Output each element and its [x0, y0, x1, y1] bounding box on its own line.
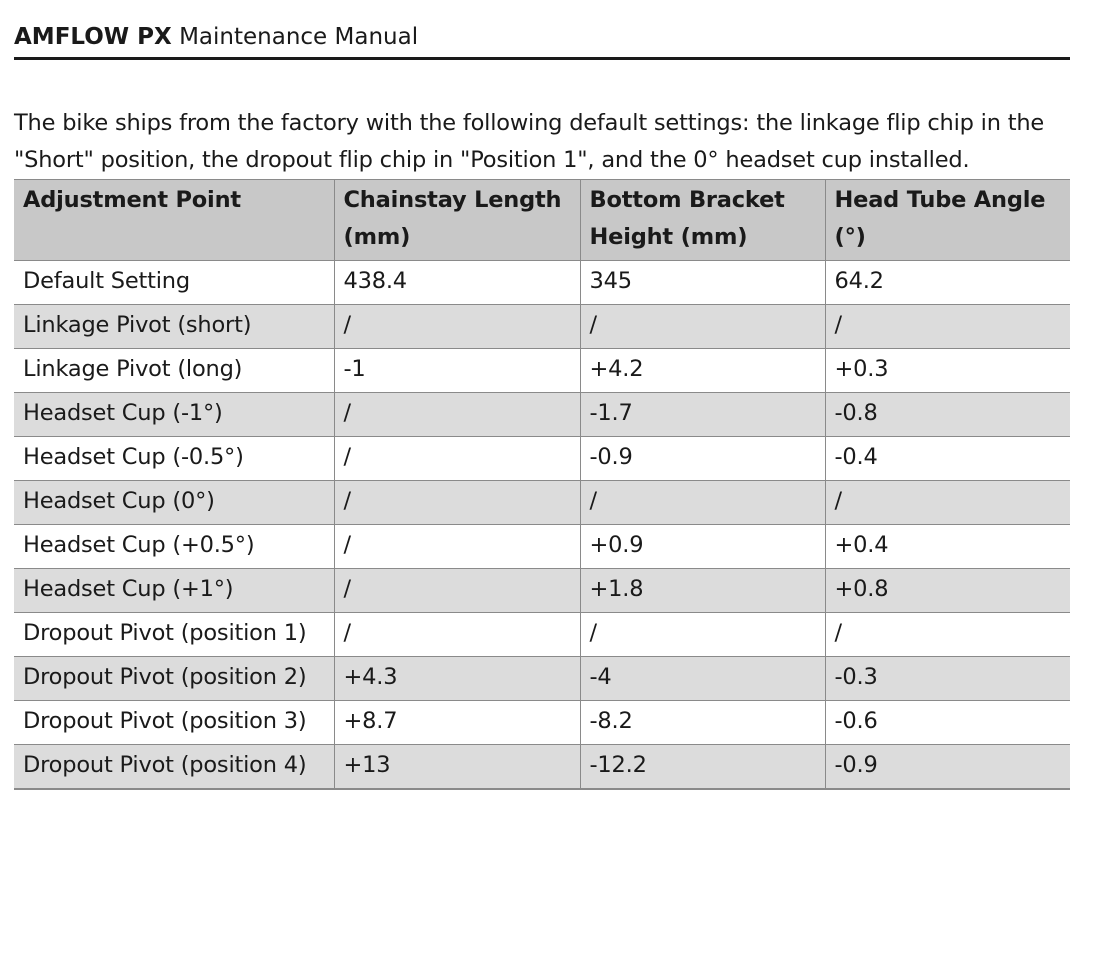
table-body: [14, 261, 1070, 790]
adjustment-point-cell: Headset Cup (-1°): [14, 393, 334, 437]
bottom-bracket-height-cell: -8.2: [580, 701, 825, 745]
table-header: [14, 180, 1070, 261]
chainstay-length-cell: +13: [334, 745, 580, 790]
table-row: [14, 701, 1070, 745]
head-tube-angle-cell: -0.3: [825, 657, 1070, 701]
head-tube-angle-cell: +0.3: [825, 349, 1070, 393]
intro-paragraph: The bike ships from the factory with the following default settings: the linkage flip chip in the "Short" position, the dropout flip chip in "Position 1", and the 0° headset cup installed.: [14, 110, 1045, 173]
table-row: [14, 569, 1070, 613]
table-row: [14, 525, 1070, 569]
chainstay-length-cell: /: [334, 393, 580, 437]
bottom-bracket-height-cell: +0.9: [580, 525, 825, 569]
chainstay-length-cell: 438.4: [334, 261, 580, 305]
bottom-bracket-height-cell: -1.7: [580, 393, 825, 437]
head-tube-angle-cell: -0.8: [825, 393, 1070, 437]
table-row: [14, 437, 1070, 481]
adjustment-point-cell: Dropout Pivot (position 2): [14, 657, 334, 701]
chainstay-length-cell: +8.7: [334, 701, 580, 745]
adjustment-point-cell: Dropout Pivot (position 3): [14, 701, 334, 745]
chainstay-length-cell: /: [334, 481, 580, 525]
head-tube-angle-cell: /: [825, 613, 1070, 657]
chainstay-length-cell: /: [334, 437, 580, 481]
adjustment-point-cell: Linkage Pivot (long): [14, 349, 334, 393]
adjustment-point-cell: Dropout Pivot (position 4): [14, 745, 334, 790]
manual-page: [14, 0, 1070, 790]
column-header-chainstay-length: Chainstay Length (mm): [334, 180, 580, 261]
head-tube-angle-cell: -0.9: [825, 745, 1070, 790]
head-tube-angle-cell: /: [825, 481, 1070, 525]
table-row: [14, 481, 1070, 525]
adjustment-point-cell: Linkage Pivot (short): [14, 305, 334, 349]
chainstay-length-cell: /: [334, 613, 580, 657]
table-row: [14, 305, 1070, 349]
table-row: [14, 745, 1070, 790]
head-tube-angle-cell: -0.4: [825, 437, 1070, 481]
head-tube-angle-cell: +0.8: [825, 569, 1070, 613]
bottom-bracket-height-cell: /: [580, 613, 825, 657]
chainstay-length-cell: -1: [334, 349, 580, 393]
table-row: [14, 613, 1070, 657]
header-row: [14, 180, 1070, 261]
bottom-bracket-height-cell: -4: [580, 657, 825, 701]
bottom-bracket-height-cell: /: [580, 305, 825, 349]
adjustment-point-cell: Dropout Pivot (position 1): [14, 613, 334, 657]
bottom-bracket-height-cell: +4.2: [580, 349, 825, 393]
table-row: [14, 261, 1070, 305]
column-header-bottom-bracket-height: Bottom Bracket Height (mm): [580, 180, 825, 261]
bottom-bracket-height-cell: 345: [580, 261, 825, 305]
table-row: [14, 349, 1070, 393]
head-tube-angle-cell: /: [825, 305, 1070, 349]
adjustment-point-cell: Headset Cup (-0.5°): [14, 437, 334, 481]
table-row: [14, 657, 1070, 701]
head-tube-angle-cell: +0.4: [825, 525, 1070, 569]
chainstay-length-cell: /: [334, 569, 580, 613]
bottom-bracket-height-cell: -12.2: [580, 745, 825, 790]
table-row: [14, 393, 1070, 437]
adjustment-table: [14, 179, 1070, 790]
bottom-bracket-height-cell: /: [580, 481, 825, 525]
chainstay-length-cell: +4.3: [334, 657, 580, 701]
adjustment-point-cell: Headset Cup (0°): [14, 481, 334, 525]
column-header-head-tube-angle: Head Tube Angle (°): [825, 180, 1070, 261]
bottom-bracket-height-cell: +1.8: [580, 569, 825, 613]
chainstay-length-cell: /: [334, 305, 580, 349]
chainstay-length-cell: /: [334, 525, 580, 569]
head-tube-angle-cell: -0.6: [825, 701, 1070, 745]
adjustment-point-cell: Headset Cup (+0.5°): [14, 525, 334, 569]
brand-name: AMFLOW PX: [14, 24, 172, 50]
column-header-adjustment-point: Adjustment Point: [14, 180, 334, 261]
adjustment-point-cell: Default Setting: [14, 261, 334, 305]
document-title: Maintenance Manual: [179, 24, 419, 50]
head-tube-angle-cell: 64.2: [825, 261, 1070, 305]
bottom-bracket-height-cell: -0.9: [580, 437, 825, 481]
adjustment-point-cell: Headset Cup (+1°): [14, 569, 334, 613]
running-header: [14, 0, 1070, 60]
